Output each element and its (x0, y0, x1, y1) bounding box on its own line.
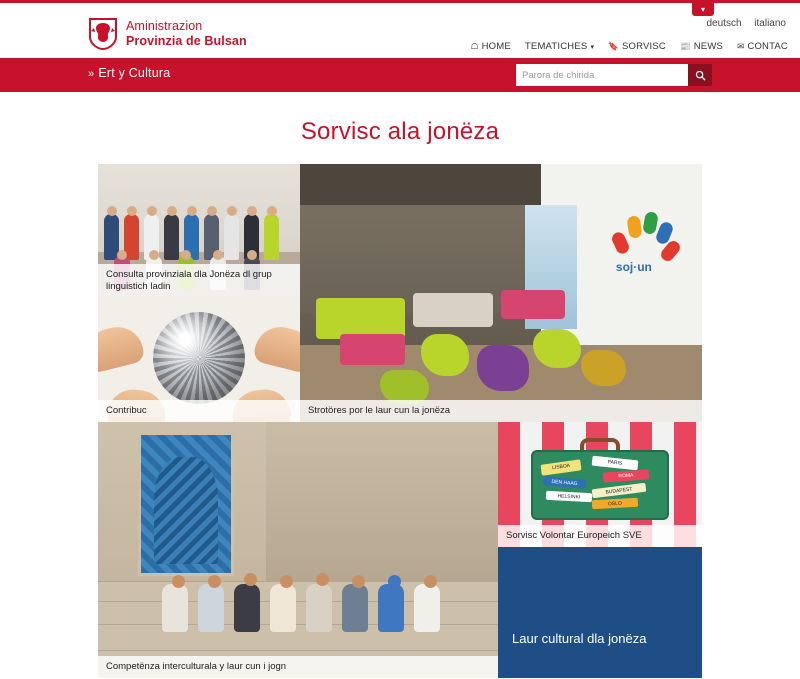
newspaper-icon: 📰 (679, 41, 691, 51)
youth-on-steps-photo (98, 422, 498, 678)
nav-label-home: HOME (481, 41, 511, 52)
breadcrumb-label: Ert y Cultura (98, 66, 171, 80)
nav-item-home[interactable] (471, 41, 511, 52)
language-dropdown-tab[interactable] (692, 3, 714, 16)
travel-suitcase-photo: LISBOA PARIS ROMA DEN HAAG BUDAPEST HELSINKI OSLO (498, 422, 702, 547)
tyrol-eagle-icon (88, 17, 118, 51)
search-icon (695, 70, 706, 81)
chevron-down-icon: ▾ (590, 43, 595, 51)
tile-caption: Strotöres por le laur cun la jonëza (300, 400, 702, 422)
tile-caption: Consulta provinziala dla Jonëza dl grup linguistich ladin (98, 264, 300, 298)
page-title: Sorvisc ala jonëza (300, 118, 500, 145)
site-logo[interactable] (88, 17, 247, 51)
top-bar (0, 0, 800, 58)
tile-strotores[interactable] (300, 164, 702, 422)
logo-line-2: Provinzia de Bulsan (126, 34, 247, 48)
language-italiano[interactable]: italiano (754, 18, 786, 29)
tile-sorvisc-volontar-europeich[interactable] (498, 422, 702, 547)
nav-label-news: NEWS (693, 41, 724, 52)
nav-item-news[interactable] (680, 41, 723, 52)
chevron-down-icon: ▾ (700, 4, 705, 14)
search-input[interactable] (516, 64, 688, 86)
home-icon: ☖ (470, 41, 479, 51)
logo-line-1: Aministrazion (126, 19, 203, 33)
language-deutsch[interactable]: deutsch (706, 18, 742, 29)
lounge-room-photo (300, 164, 702, 422)
breadcrumb-bar (0, 58, 800, 92)
tile-contribuc[interactable] (98, 298, 300, 422)
bookmark-icon: 🔖 (608, 41, 619, 51)
tile-grid (98, 164, 702, 678)
search-box (516, 64, 712, 86)
language-switcher (696, 18, 786, 29)
tile-competenza-interculturala[interactable] (98, 422, 498, 678)
logo-text (126, 19, 247, 49)
tile-consulta-provinziala[interactable] (98, 164, 300, 298)
main-navigation (471, 41, 788, 52)
nav-label-contac: CONTAC (747, 41, 788, 52)
tile-caption: Contribuc (98, 400, 300, 422)
nav-item-tematiches[interactable] (525, 41, 594, 52)
nav-label-sorvisc: SORVISC (621, 41, 666, 52)
breadcrumb[interactable] (88, 66, 170, 80)
breadcrumb-chevron-icon: » (88, 68, 95, 80)
nav-item-contac[interactable] (737, 41, 788, 52)
tile-caption: Sorvisc Volontar Europeich SVE (498, 525, 702, 547)
nav-label-tematiches: TEMATICHES (524, 41, 588, 52)
tile-laur-cultural[interactable] (498, 547, 702, 678)
nav-item-sorvisc[interactable] (608, 41, 666, 52)
search-button[interactable] (688, 64, 712, 86)
envelope-icon: ✉ (737, 41, 745, 51)
tile-caption: Competënza interculturala y laur cun i jogn (98, 656, 498, 678)
tile-caption: Laur cultural dla jonëza (512, 631, 647, 646)
soj-un-logo-icon: soj·un (612, 210, 678, 272)
